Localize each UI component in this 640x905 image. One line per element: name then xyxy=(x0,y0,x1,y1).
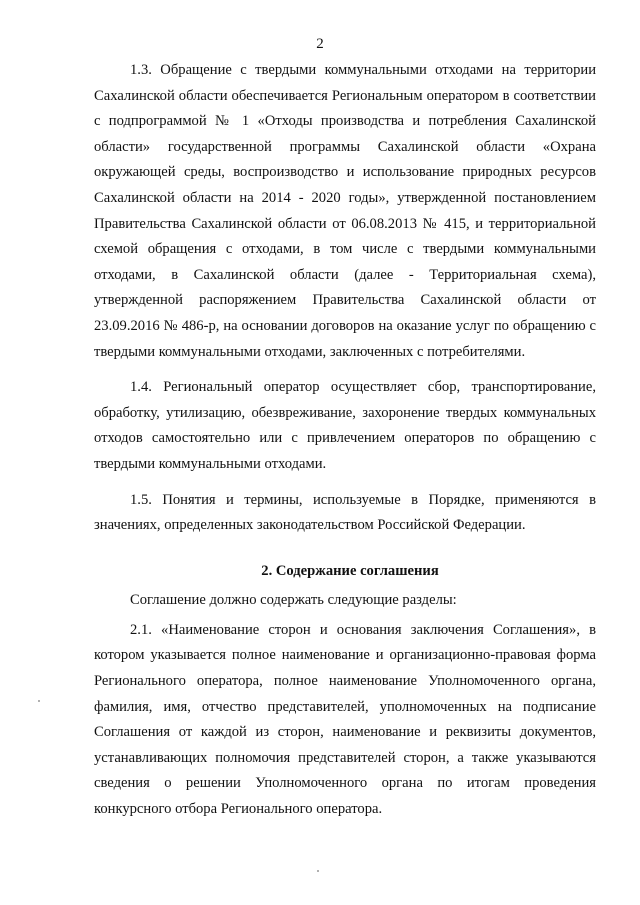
scan-speck xyxy=(38,700,40,702)
section-heading: 2. Содержание соглашения xyxy=(261,562,439,579)
scan-speck xyxy=(317,870,319,872)
paragraph-2-1: 2.1. «Наименование сторон и основания заключения Соглашения», в котором указывается полное наименование и организационно-правовая форма Регионального оператора, полное наименование Уполномоченного органа, фамилия, имя, отчество представителей, уполномоченных на подписание Соглашения от каждой из сторон, наименование и реквизиты документов, устанавливающих полномочия представителей сторон, а также указываются сведения о решении Уполномоченного органа по итогам проведения конкурсного отбора Регионального оператора. xyxy=(94,621,596,818)
paragraph-intro: Соглашение должно содержать следующие разделы: xyxy=(130,592,457,609)
paragraph-1-4: 1.4. Региональный оператор осуществляет сбор, транспортирование, обработку, утилизацию, обезвреживание, захоронение твердых коммунальных отходов самостоятельно или с привлечением операторов по обращению с твердыми коммунальными отходами. xyxy=(94,379,596,472)
paragraph-1-5: 1.5. Понятия и термины, используемые в Порядке, применяются в значениях, определенных законодательством Российской Федерации. xyxy=(94,491,596,534)
paragraph-1-3: 1.3. Обращение с твердыми коммунальными отходами на территории Сахалинской области обеспечивается Региональным оператором в соответствии с подпрограммой № 1 «Отходы производства и потребления Сахалинской области» государственной программы Сахалинской области «Охрана окружающей среды, воспроизводство и использование природных ресурсов Сахалинской области на 2014 - 2020 годы», утвержденной постановлением Правительства Сахалинской области от 06.08.2013 № 415, и территориальной схемой обращения с отходами, в том числе с твердыми коммунальными отходами, в Сахалинской области (далее - Территориальная схема), утвержденной распоряжением Правительства Сахалинской области от 23.09.2016 № 486-р, на основании договоров на оказание услуг по обращению с твердыми коммунальными отходами, заключенных с потребителями. xyxy=(94,62,596,360)
page-number: 2 xyxy=(316,36,324,52)
document-body xyxy=(94,58,596,823)
